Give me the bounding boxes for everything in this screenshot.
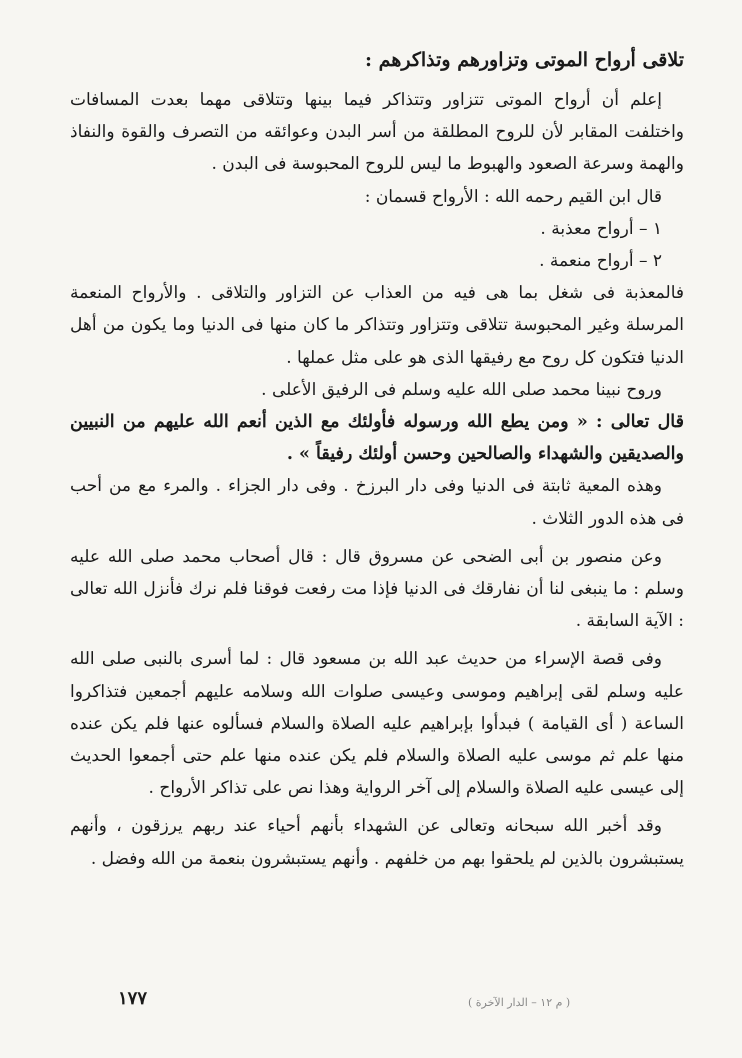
paragraph-souls: فالمعذبة فى شغل بما هى فيه من العذاب عن التزاور والتلاقى . والأرواح المنعمة المرسلة وغير المحبوسة تتلاقى وتتزاور وتتذاكر ما كان منها فى الدنيا وما يكون من أهل الدنيا فتكون كل روح مع رفيقها الذى هو على مثل عملها . <box>70 283 684 368</box>
page-number: ١٧٧ <box>118 988 148 1009</box>
paragraph-prophet-soul: وروح نبينا محمد صلى الله عليه وسلم فى الرفيق الأعلى . <box>261 379 662 400</box>
list-item-blessed: ٢ – أرواح منعمة . <box>539 251 662 272</box>
paragraph-companionship: وهذه المعية ثابتة فى الدنيا وفى دار البرزخ . وفى دار الجزاء . والمرء مع من أحب فى هذه الدور الثلاث . <box>70 476 684 529</box>
section-heading: تلاقى أرواح الموتى وتزاورهم وتذاكرهم : <box>365 49 684 71</box>
paragraph-martyrs: وقد أخبر الله سبحانه وتعالى عن الشهداء بأنهم أحياء عند ربهم يرزقون ، وأنهم يستبشرون بالذين لم يلحقوا بهم من خلفهم . وأنهم يستبشرون بنعمة من الله وفضل . <box>70 816 684 869</box>
paragraph-isra-story: وفى قصة الإسراء من حديث عبد الله بن مسعود قال : لما أسرى بالنبى صلى الله عليه وسلم لقى إبراهيم وموسى وعيسى صلوات الله وسلامه عليهم أجمعين فتذاكروا الساعة ( أى القيامة ) فبدأوا بإبراهيم عليه الصلاة والسلام فسألوه عنها فلم يكن عنده منها علم ثم موسى عليه الصلاة والسلام فلم يكن عنده منها علم حتى أجمعوا الحديث إلى عيسى عليه الصلاة والسلام إلى آخر الرواية وهذا نص على تذاكر الأرواح . <box>70 649 684 799</box>
paragraph-masruq-hadith: وعن منصور بن أبى الضحى عن مسروق قال : قال أصحاب محمد صلى الله عليه وسلم : ما ينبغى لنا أن نفارقك فى الدنيا فإذا مت رفعت فوقنا فلم نرك فأنزل الله تعالى : الآية السابقة . <box>70 546 684 632</box>
list-item-tormented: ١ – أرواح معذبة . <box>540 218 662 239</box>
signature-reference: ( م ١٢ – الدار الآخرة ) <box>468 996 571 1009</box>
page-body <box>70 44 684 875</box>
paragraph-intro: إعلم أن أرواح الموتى تتزاور وتتذاكر فيما بينها وتتلاقى مهما بعدت المسافات واختلفت المقابر لأن للروح المطلقة من أسر البدن وعوائقه من التصرف والقوة والنفاذ والهمة وسرعة الصعود والهبوط ما ليس للروح المحبوسة فى البدن . <box>70 90 684 175</box>
paragraph-ibn-qayyim: قال ابن القيم رحمه الله : الأرواح قسمان : <box>364 186 662 207</box>
paragraph-quran-verse: قال تعالى : « ومن يطع الله ورسوله فأولئك مع الذين أنعم الله عليهم من النبيين والصديقين والشهداء والصالحين وحسن أولئك رفيقاً » . <box>70 412 684 465</box>
